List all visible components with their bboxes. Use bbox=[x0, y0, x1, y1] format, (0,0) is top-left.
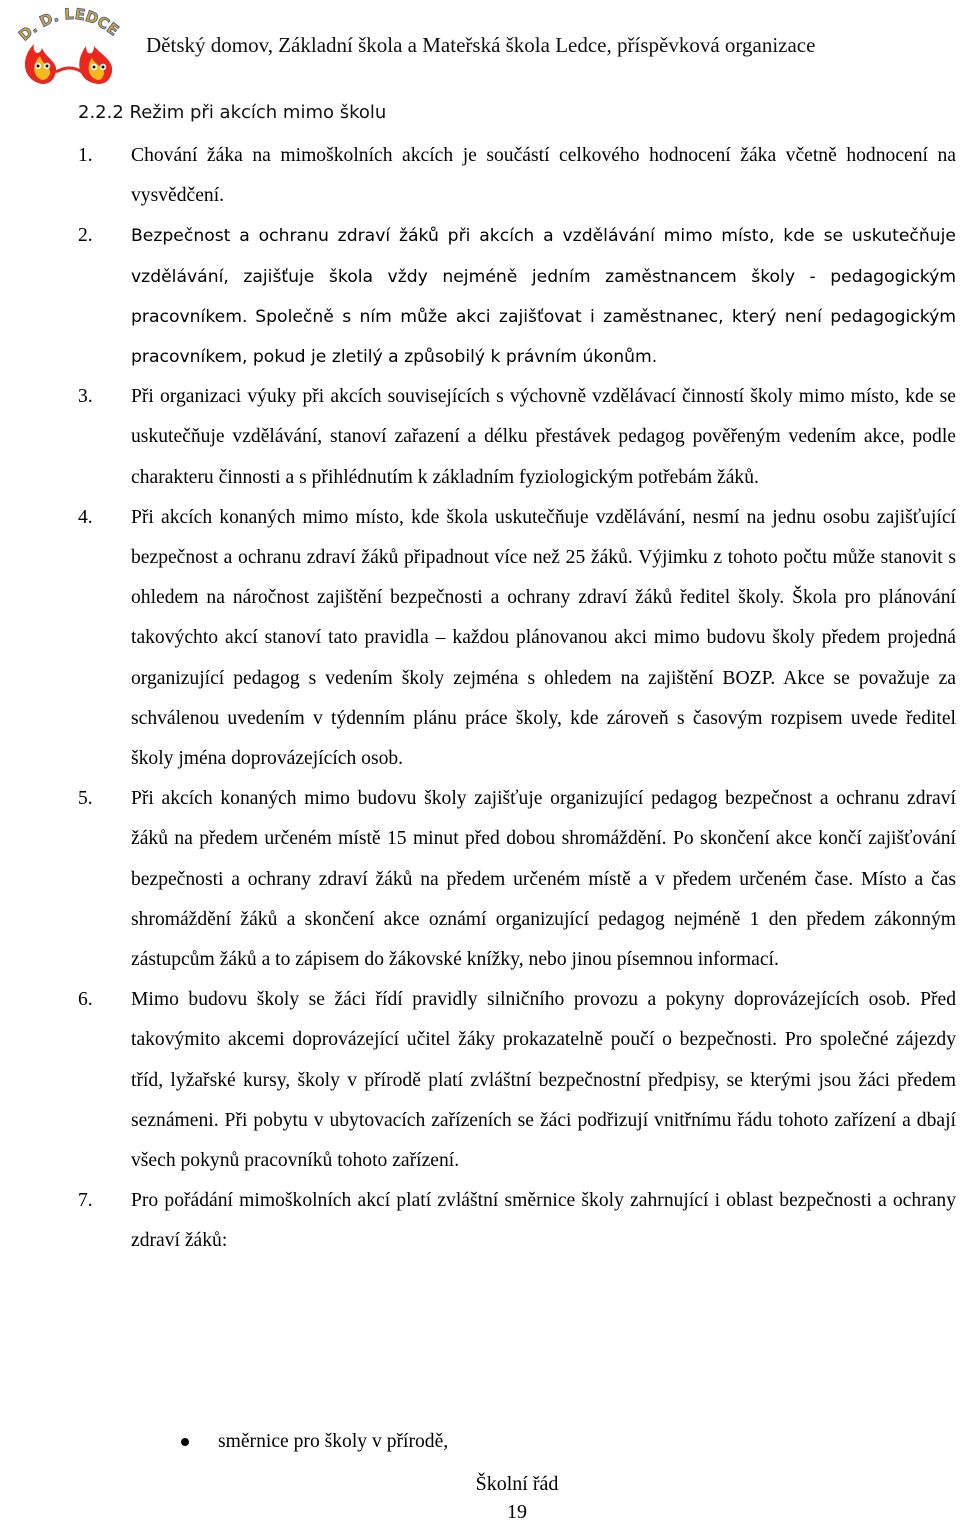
item-text: Společně s ním může akci zajišťovat i zaměstnanec, který není pedagogickým pracovníkem, pokud je zletilý a způsobilý k právním úkonům. bbox=[131, 306, 956, 368]
item-number: 1. bbox=[78, 145, 93, 166]
item-number: 5. bbox=[78, 788, 93, 810]
footer-doc-name: Školní řád bbox=[475, 1473, 559, 1495]
item-text: Při akcích konaných mimo budovu školy zajišťuje organizující pedagog bezpečnost a ochranu zdraví žáků na předem určeném místě 15 minut před dobou shromáždění. Po skončení akce končí zajišťování bezpečnosti a ochrany zdraví žáků na předem určeném místě a v předem určeném čase. Místo a čas shromáždění žáků a skončení akce oznámí organizující pedagog nejméně 1 den předem zákonným zástupcům žáků a to zápisem do žákovské knížky, nebo jinou písemnou informací. bbox=[131, 788, 956, 971]
item-number: 2. bbox=[78, 225, 93, 247]
bullet-item bbox=[0, 1422, 891, 1462]
item-number: 4. bbox=[78, 506, 93, 528]
list-item bbox=[78, 980, 956, 1181]
svg-text:D. D. LEDCE bbox=[15, 6, 122, 45]
logo-text: D. D. LEDCE bbox=[15, 6, 123, 45]
section-heading: 2.2.2 Režim při akcích mimo školu bbox=[78, 102, 387, 123]
list-item bbox=[78, 136, 956, 216]
list-item bbox=[78, 1181, 956, 1261]
page-footer bbox=[0, 1470, 960, 1526]
list-item bbox=[78, 377, 956, 498]
school-logo bbox=[12, 6, 130, 86]
item-text: Pro pořádání mimoškolních akcí platí zvláštní směrnice školy zahrnující i oblast bezpečnosti a ochrany zdraví žáků: bbox=[131, 1190, 956, 1252]
rules-list bbox=[78, 136, 956, 1262]
item-text: Mimo budovu školy se žáci řídí pravidly silničního provozu a pokyny doprovázejících osob. Před takovýmito akcemi doprovázející učitel žáky prokazatelně poučí o bezpečnosti. Pro společné zájezdy tříd, lyžařské kursy, školy v přírodě platí zvláštní bezpečnostní předpisy, se kterými jsou žáci předem seznámeni. Při pobytu v ubytovacích zařízeních se žáci podřizují vnitřnímu řádu tohoto zařízení a dbají všech pokynů pracovníků tohoto zařízení. bbox=[131, 989, 956, 1172]
page-number: 19 bbox=[507, 1501, 527, 1523]
item-text: Při organizaci výuky při akcích souvisejících s výchovně vzdělávací činností školy mimo místo, kde se uskutečňuje vzdělávání, stanoví zařazení a délku přestávek pedagog pověřeným vedením akce, podle charakteru činnosti a s přihlédnutím k základním fyziologickým potřebám žáků. bbox=[131, 386, 956, 488]
list-item bbox=[78, 779, 956, 980]
sub-bullet-list bbox=[131, 1422, 891, 1462]
item-number: 6. bbox=[78, 989, 93, 1011]
bullet-dot-icon bbox=[181, 1438, 189, 1446]
item-text: Bezpečnost a ochranu zdraví žáků při akcích a vzdělávání mimo místo, kde se uskutečňuje vzdělávání, zajišťuje škola vždy nejméně jedním zaměstnancem školy - pedagogickým pracovníkem. bbox=[131, 226, 956, 327]
item-text: Při akcích konaných mimo místo, kde škola uskutečňuje vzdělávání, nesmí na jednu osobu zajišťující bezpečnost a ochranu zdraví žáků připadnout více než 25 žáků. Výjimku z tohoto počtu může stanovit s ohledem na náročnost zajištění bezpečnosti a ochrany zdraví žáků ředitel školy. Škola pro plánování takovýchto akcí stanoví tato pravidla – každou plánovanou akci mimo budovu školy předem projedná organizující pedagog s vedením školy zejména s ohledem na zajištění BOZP. Akce se považuje za schválenou uvedením v týdenním plánu práce školy, kde zároveň s časovým rozpisem uvede ředitel školy jména doprovázejících osob. bbox=[131, 506, 956, 770]
item-text: Chování žáka na mimoškolních akcích je součástí celkového hodnocení žáka včetně hodnocení na vysvědčení. bbox=[131, 145, 956, 207]
header-title: Dětský domov, Základní škola a Mateřská škola Ledce, příspěvková organizace bbox=[146, 33, 816, 57]
item-number: 3. bbox=[78, 386, 93, 408]
list-item bbox=[78, 216, 956, 377]
list-item bbox=[78, 498, 956, 779]
bullet-text: směrnice pro školy v přírodě, bbox=[218, 1431, 449, 1452]
item-number: 7. bbox=[78, 1190, 93, 1212]
